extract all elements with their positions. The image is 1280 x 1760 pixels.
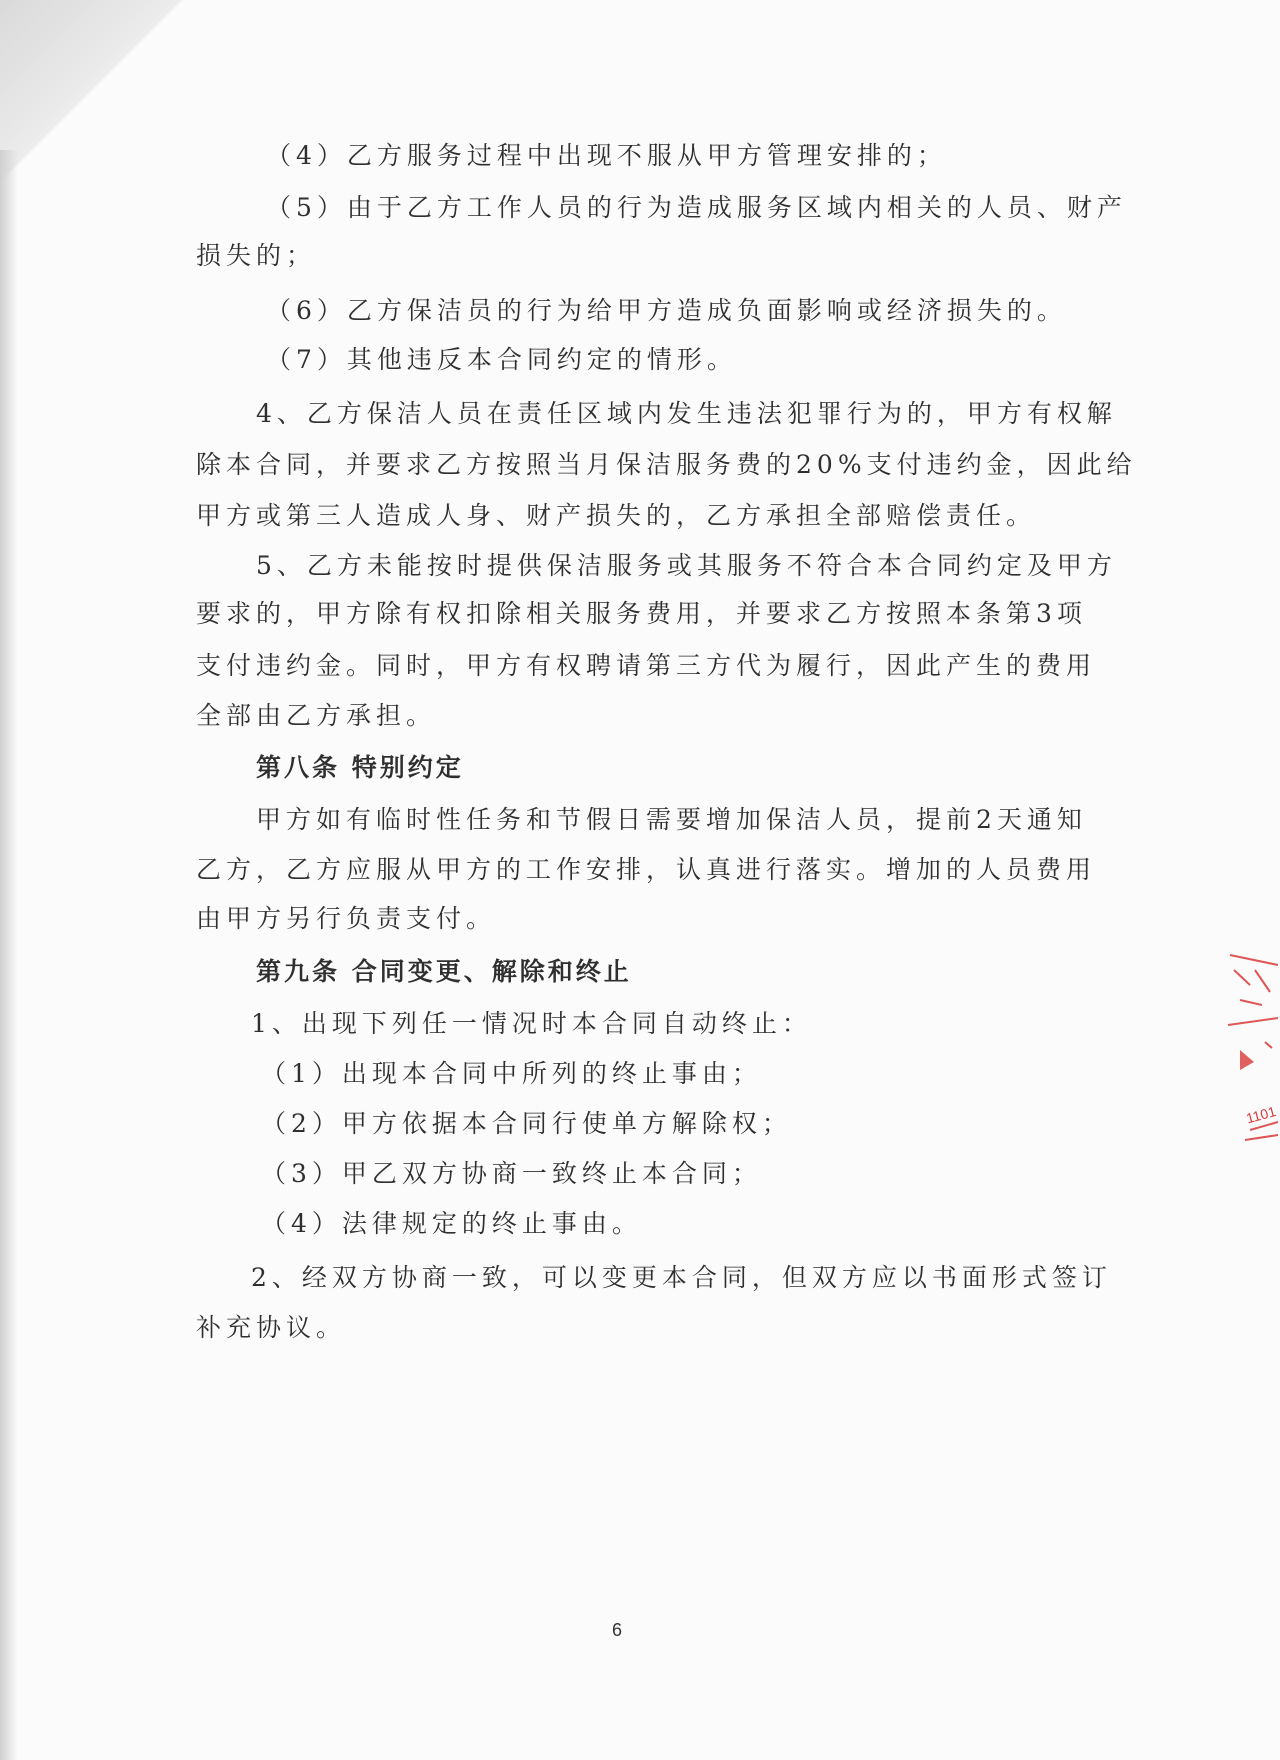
article-9-heading: 第九条 合同变更、解除和终止 (256, 957, 632, 986)
clause-6: （6）乙方保洁员的行为给甲方造成负面影响或经济损失的。 (266, 296, 1067, 325)
article-8-line-3: 由甲方另行负责支付。 (196, 904, 497, 933)
paragraph-5-line-1: 5、乙方未能按时提供保洁服务或其服务不符合本合同约定及甲方 (256, 551, 1117, 580)
paragraph-5-line-2: 要求的，甲方除有权扣除相关服务费用，并要求乙方按照本条第3项 (196, 599, 1087, 628)
paragraph-4-line-3: 甲方或第三人造成人身、财产损失的，乙方承担全部赔偿责任。 (196, 501, 1037, 530)
article-8-heading: 第八条 特别约定 (256, 753, 464, 782)
paragraph-5-line-3: 支付违约金。同时，甲方有权聘请第三方代为履行，因此产生的费用 (196, 651, 1097, 680)
partial-seal-stamp (1210, 930, 1280, 1210)
page-number: 6 (612, 1620, 623, 1640)
article-8-line-1: 甲方如有临时性任务和节假日需要增加保洁人员，提前2天通知 (256, 805, 1087, 834)
clause-5-continued: 损失的； (196, 241, 317, 270)
article-9-item-1: 1、出现下列任一情况时本合同自动终止： (251, 1009, 812, 1038)
paragraph-4-line-2: 除本合同，并要求乙方按照当月保洁服务费的20%支付违约金，因此给 (196, 450, 1137, 479)
article-9-subitem-1: （1）出现本合同中所列的终止事由； (261, 1059, 762, 1088)
article-9-subitem-2: （2）甲方依据本合同行使单方解除权； (261, 1109, 792, 1138)
stamp-number-text: 1101 (1244, 1103, 1278, 1127)
article-9-item-2-line-1: 2、经双方协商一致，可以变更本合同，但双方应以书面形式签订 (251, 1263, 1112, 1292)
paragraph-5-line-4: 全部由乙方承担。 (196, 701, 437, 730)
clause-4: （4）乙方服务过程中出现不服从甲方管理安排的； (266, 141, 947, 170)
clause-5: （5）由于乙方工作人员的行为造成服务区域内相关的人员、财产 (266, 193, 1127, 222)
article-9-subitem-3: （3）甲乙双方协商一致终止本合同； (261, 1159, 762, 1188)
article-8-line-2: 乙方，乙方应服从甲方的工作安排，认真进行落实。增加的人员费用 (196, 855, 1097, 884)
page-fold-shadow (0, 0, 210, 190)
paragraph-4-line-1: 4、乙方保洁人员在责任区域内发生违法犯罪行为的，甲方有权解 (256, 399, 1117, 428)
clause-7: （7）其他违反本合同约定的情形。 (266, 345, 737, 374)
page-left-edge-shadow (0, 150, 18, 1760)
article-9-subitem-4: （4）法律规定的终止事由。 (261, 1209, 642, 1238)
article-9-item-2-line-2: 补充协议。 (196, 1313, 347, 1342)
